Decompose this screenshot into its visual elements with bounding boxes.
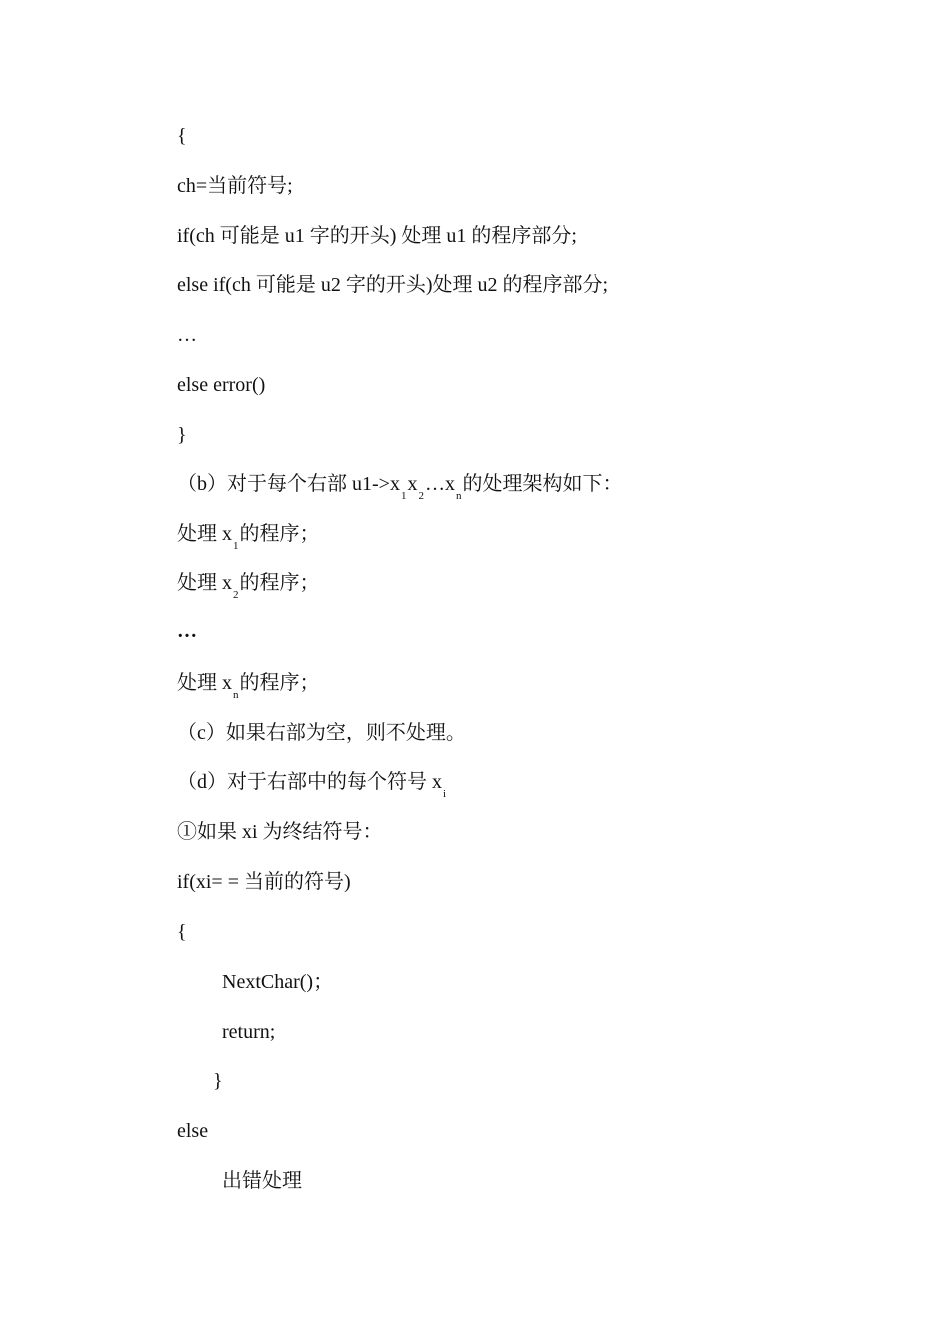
section-b-sub-2: 2 (418, 490, 424, 502)
section-b-sub-n: n (455, 490, 462, 502)
code-return: return; (222, 1021, 276, 1043)
code-ch-assign: ch=当前符号; (177, 175, 293, 197)
section-b-suffix: 的处理架构如下： (462, 473, 623, 495)
section-c-text: （c）如果右部为空，则不处理。 (177, 722, 466, 744)
section-b-dots: …x (424, 473, 455, 495)
code-if-u1: if(ch 可能是 u1 字的开头) 处理 u1 的程序部分; (177, 225, 577, 247)
section-b-prefix: （b）对于每个右部 u1->x (177, 473, 400, 495)
code-else-error: else error() (177, 374, 266, 396)
section-d-sub: i (443, 788, 447, 800)
process-line-1-sub: 1 (233, 540, 239, 552)
process-line-2-sub: 2 (233, 589, 239, 601)
process-line-2-post: 的程序； (239, 572, 320, 594)
code-ellipsis: … (177, 324, 197, 346)
section-b-sub-1: 1 (400, 490, 407, 502)
process-line-n-post: 的程序； (239, 672, 320, 694)
code-else-if-u2: else if(ch 可能是 u2 字的开头)处理 u2 的程序部分; (177, 274, 609, 296)
process-line-n (177, 671, 320, 701)
section-b-x2: x (407, 473, 418, 495)
process-line-n-sub: n (233, 689, 239, 701)
process-line-1 (177, 522, 320, 552)
process-line-n-pre: 处理 x (177, 672, 232, 694)
code-if-xi: if(xi= = 当前的符号) (177, 871, 351, 893)
item-1-text: ①如果 xi 为终结符号： (177, 821, 383, 843)
section-b-heading (177, 472, 623, 502)
code-next-char: NextChar()； (222, 971, 334, 993)
code-close-brace: } (177, 424, 187, 446)
process-line-2-pre: 处理 x (177, 572, 232, 594)
code-open-brace-2: { (177, 921, 187, 943)
process-line-1-post: 的程序； (239, 523, 320, 545)
code-close-brace-2: } (213, 1070, 223, 1092)
code-else: else (177, 1120, 209, 1142)
process-line-2 (177, 571, 320, 601)
code-open-brace: { (177, 125, 187, 147)
error-handling-text: 出错处理 (222, 1170, 302, 1192)
process-line-1-pre: 处理 x (177, 523, 232, 545)
section-d-heading (177, 770, 447, 800)
section-d-pre: （d）对于右部中的每个符号 x (177, 771, 442, 793)
process-ellipsis: … (177, 620, 197, 642)
